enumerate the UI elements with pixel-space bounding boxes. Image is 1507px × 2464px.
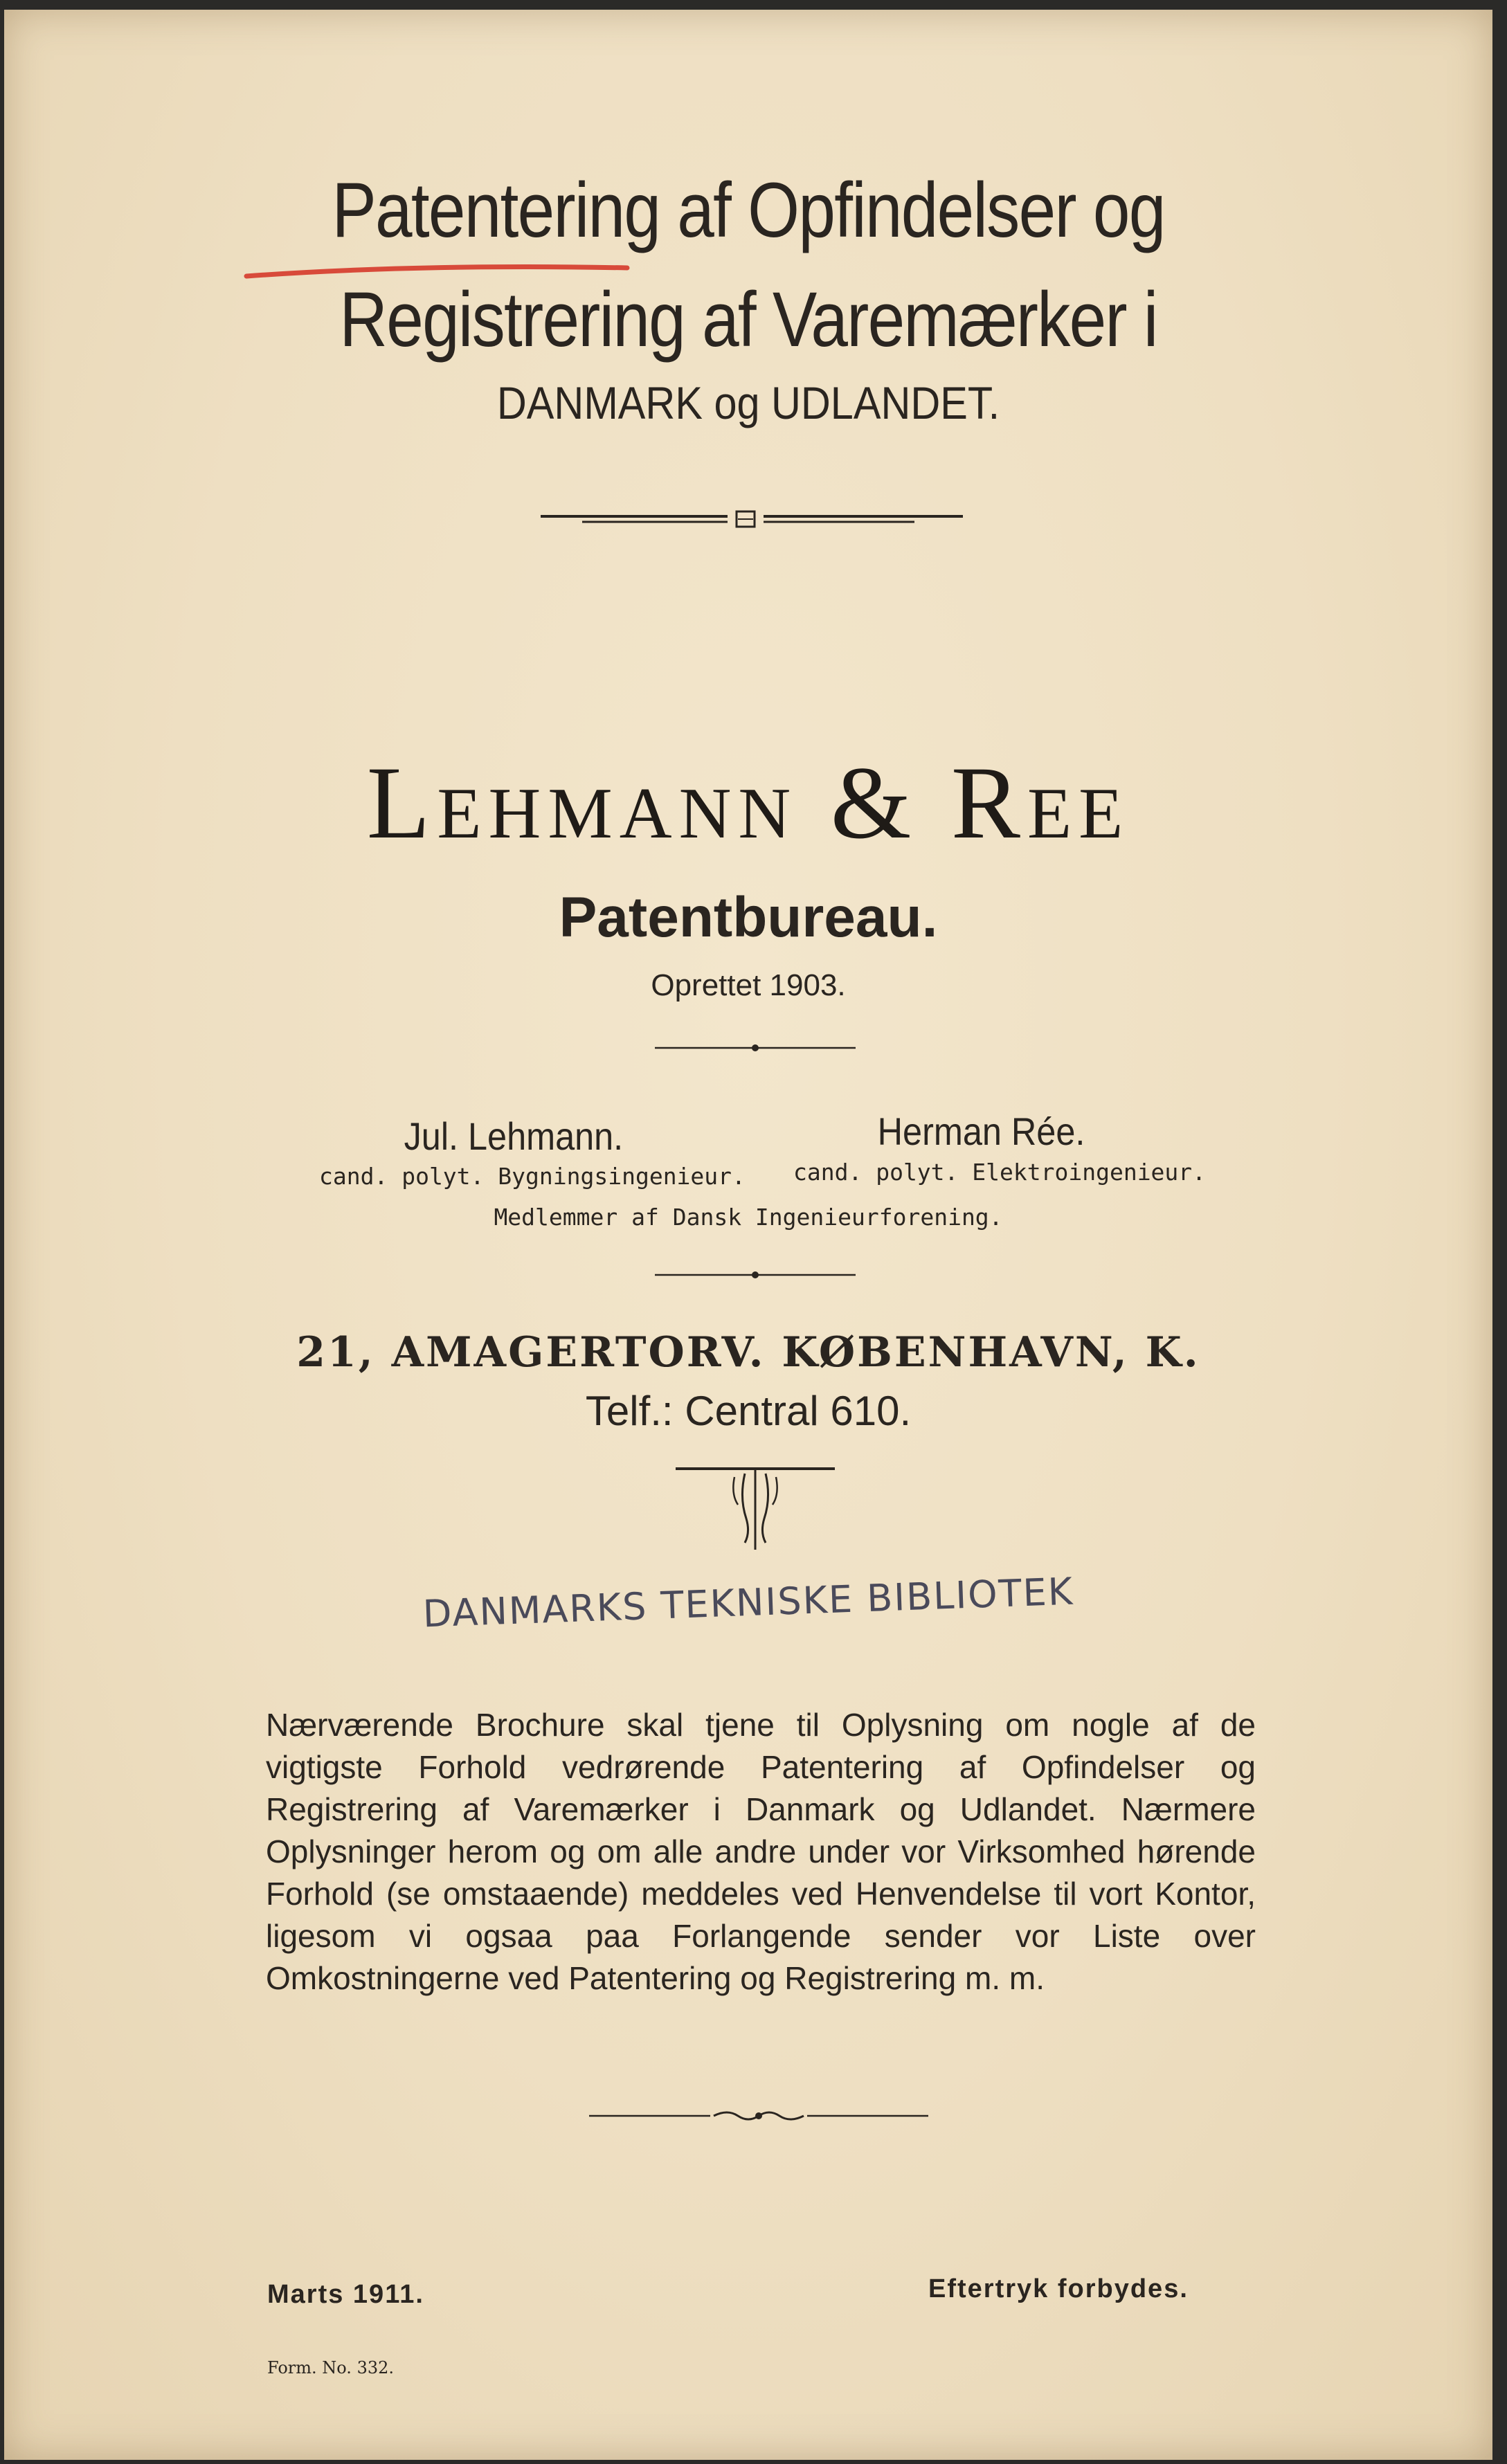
bureau-title: Patentbureau. [559, 886, 938, 949]
small-divider-1 [655, 1041, 856, 1055]
membership-line: Medlemmer af Dansk Ingenieurforening. [494, 1204, 1003, 1231]
date-label: Marts 1911. [267, 2280, 424, 2309]
library-stamp: DANMARKS TEKNISKE BIBLIOTEK [422, 1569, 1075, 1636]
firm-name: Lehmann & Ree [366, 745, 1130, 860]
phone-number: Telf.: Central 610. [585, 1388, 912, 1434]
ornament-divider-3 [589, 2105, 928, 2126]
ornament-divider-1 [541, 505, 963, 532]
body-paragraph: Nærværende Brochure skal tjene til Oplysning om nogle af de vigtigste Forhold vedrørende Patentering af Opfindelser og Registrering af Varemærker i Danmark og Udlandet. Nærmere Oplysninger herom og om alle andre under vor Virksomhed hørende Forhold (se omstaaende) meddeles ved Henvendelse til vort Kontor, ligesom vi ogsaa paa Forlangende sender vor Liste over Omkostningerne ved Patentering og Registrering m. m. [266, 1707, 1256, 1996]
title-line-2: Registrering af Varemærker i [339, 276, 1157, 363]
partner-1-title: cand. polyt. Bygningsingenieur. [319, 1163, 746, 1190]
partner-1-name: Jul. Lehmann. [404, 1114, 624, 1158]
founded-year: Oprettet 1903. [651, 968, 846, 1002]
partner-2-name: Herman Rée. [877, 1109, 1085, 1153]
title-line-1: Patentering af Opfindelser og [332, 167, 1165, 253]
partner-2-title: cand. polyt. Elektroingenieur. [793, 1159, 1207, 1186]
subtitle: DANMARK og UDLANDET. [496, 377, 1000, 428]
ornament-divider-2 [676, 1463, 835, 1553]
small-divider-2 [655, 1268, 856, 1282]
form-number: Form. No. 332. [267, 2358, 394, 2377]
document-page [4, 10, 1492, 2460]
reprint-notice: Eftertryk forbydes. [928, 2274, 1189, 2303]
address: 21, AMAGERTORV. KØBENHAVN, K. [296, 1328, 1200, 1377]
